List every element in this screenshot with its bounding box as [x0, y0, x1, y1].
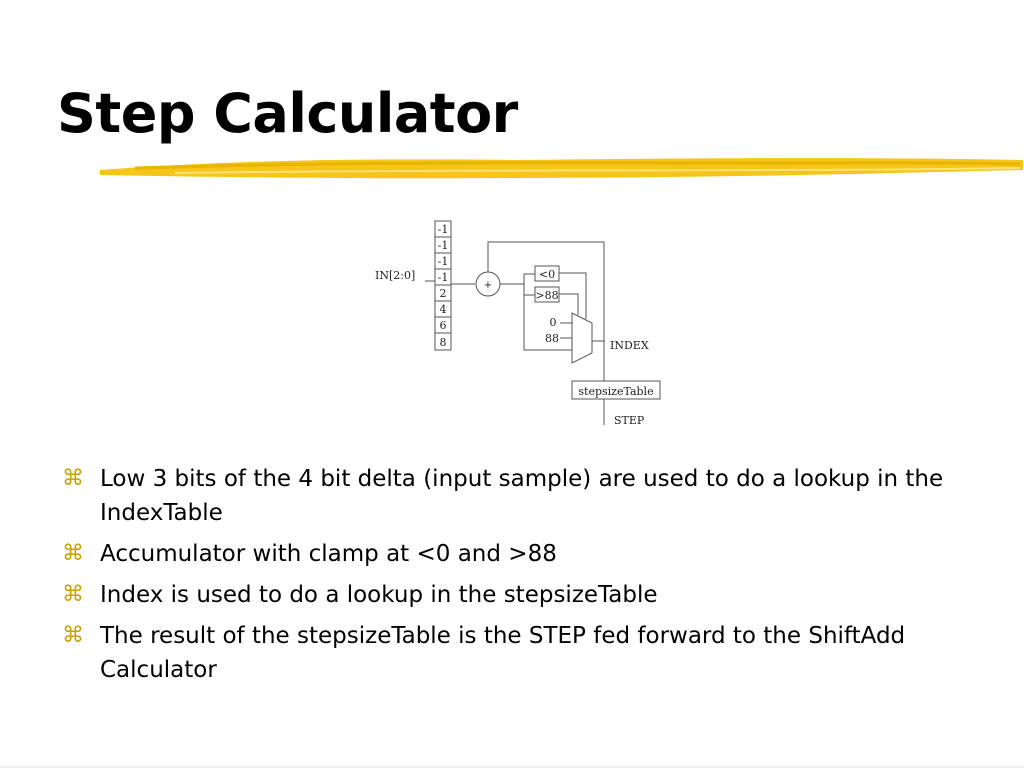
index-table-cell: -1 [437, 271, 449, 284]
clamp-mux [572, 313, 592, 363]
clamp-high-label: >88 [535, 289, 559, 302]
mux-input-low-value: 0 [549, 316, 557, 329]
slide-title: Step Calculator [57, 82, 518, 145]
index-table-cell: 6 [439, 319, 447, 332]
bullet-text: The result of the stepsizeTable is the STEP fed forward to the ShiftAdd Calculator [100, 623, 906, 683]
clamp-low-select-wire [559, 273, 586, 319]
input-label: IN[2:0] [375, 269, 416, 282]
stepsize-table-label: stepsizeTable [578, 385, 654, 398]
bullet-item [62, 619, 982, 687]
bullet-text: Accumulator with clamp at <0 and >88 [100, 541, 557, 567]
bullet-item [62, 537, 982, 571]
bullet-list [62, 462, 982, 694]
command-key-icon: ⌘ [62, 582, 84, 607]
comparator-low-input-wire [524, 274, 535, 284]
clamp-low-label: <0 [538, 268, 556, 281]
bullet-item [62, 578, 982, 612]
yellow-brush-underline [95, 148, 1024, 188]
clamp-high-select-wire [559, 294, 578, 315]
index-label: INDEX [610, 339, 649, 352]
index-table [435, 221, 451, 350]
step-label: STEP [614, 414, 645, 427]
index-table-cell: 4 [439, 303, 447, 316]
index-table-cell: 8 [439, 336, 447, 349]
adder-symbol: + [483, 280, 493, 291]
step-calculator-diagram [345, 205, 675, 435]
bullet-item [62, 462, 982, 530]
bullet-text: Low 3 bits of the 4 bit delta (input sample) are used to do a lookup in the IndexTable [100, 466, 944, 526]
index-table-cell: -1 [437, 223, 449, 236]
command-key-icon: ⌘ [62, 623, 84, 648]
mux-input-high-value: 88 [545, 332, 559, 345]
command-key-icon: ⌘ [62, 541, 84, 566]
index-table-cell: 2 [439, 287, 447, 300]
command-key-icon: ⌘ [62, 466, 84, 491]
bullet-text: Index is used to do a lookup in the stepsizeTable [100, 582, 658, 608]
index-table-cell: -1 [437, 239, 449, 252]
index-table-cell: -1 [437, 255, 449, 268]
